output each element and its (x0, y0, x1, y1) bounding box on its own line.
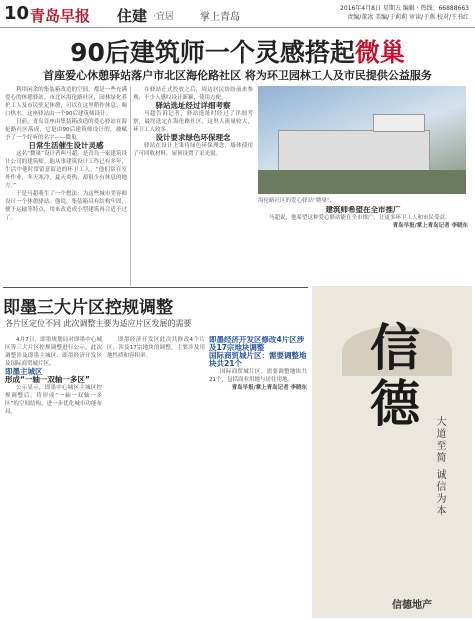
article1-para: 于是马超萌生了一个想法：为这些城市美容师设计一个休憩驿站。他说，集装箱具有结构牢固、便于运输等特点，用来改造成小型建筑再合适不过了。 (5, 191, 127, 221)
article2-para: 驿站在设计上秉持绿色环保理念，墙体使用了可回收材料，屋顶设置了采光窗。 (133, 143, 253, 157)
article3-para: 马超说，他希望这种爱心驿站能在全市推广，让更多环卫工人和市民受益。 (269, 215, 451, 221)
article2-subhead: 驿站选址经过详细考察 (155, 101, 231, 110)
article4-col2 (107, 336, 205, 616)
headline-highlight: 微巢 (354, 38, 405, 67)
ad-calligraphy: 信德 (362, 321, 421, 433)
article4-para: 国际商贸城片区，需要调整地块共21个，包括商业用地与居住用地。 (209, 369, 307, 383)
container-building (278, 130, 430, 172)
column-rule (130, 86, 131, 286)
ad-logo: 信德地产 (392, 600, 432, 611)
headline-main: 90后建筑师一个灵感搭起 (70, 38, 355, 67)
article1-para: 利用闲余的集装箱改造的空间，都是一些充满爱心的休憩驿站。市北区海伦路社区，园林绿化养护工人及市民驻足休憩，可以在这里稍作休息、喝口热水。这座驿站由一个90后建筑师设计。 (5, 87, 127, 117)
section-title: 住建 (117, 7, 148, 25)
masthead (0, 0, 475, 28)
article4-subhead-b: 形成“一轴一双轴一多区” (5, 375, 90, 384)
article2-subhead: 设计要求绿色环保理念 (155, 133, 231, 142)
article1-subhead: 日常生活催生设计灵感 (28, 141, 104, 150)
article4-byline: 青岛早报/掌上青岛记者 李晓东 (231, 385, 307, 391)
article4-headline: 即墨三大片区控规调整 (3, 298, 173, 318)
article2-para: 马超告诉记者，驿站选址时经过了详细考察，最终选定在海伦路社区，这里人流量较大，环卫工人较多。 (133, 111, 253, 133)
article4-subhead: 国际商贸城片区：需要调整地块共21个 (209, 351, 307, 368)
main-headline (0, 33, 475, 69)
article4-para: 即墨经济开发区此次共修改4个片区，涉及17宗地块的调整，主要涉及用地性质和容积率。 (107, 337, 205, 359)
rooftop-module (373, 114, 425, 132)
article4-col1 (5, 336, 102, 616)
page-number: 10 (4, 3, 30, 24)
article1-para: 日前，青岛首座由集装箱改造的爱心驿站在海伦路社区落成，它是由90后建筑师设计的，被赋予了一个好听的名字——微巢。 (5, 119, 127, 141)
article3-col (258, 206, 468, 284)
article2-col (133, 86, 253, 286)
masthead-meta (319, 4, 469, 22)
article1-col (5, 86, 127, 286)
ad-vertical-text: 大道至简 诚信为本 (434, 416, 445, 518)
article2-para: 在驿站正式投放之后，周边居民纷纷前来参观，不少人感叹设计新颖、使用方便。 (133, 87, 253, 101)
article4-subhead: 即墨经济开发区修改4片区涉及17宗地块调整 (209, 336, 305, 352)
photo-caption: 海伦路社区的爱心驿站“微巢”。 (258, 198, 336, 204)
news-photo (258, 86, 466, 194)
sub-section: ·宜居 (153, 12, 174, 22)
article4-subhead: 即墨主城区 (5, 367, 43, 376)
article4-deck: 各片区定位不同 此次调整主要为适应片区发展的需要 (5, 319, 192, 328)
meta-line-1: 2016年4月8日 星期五 编辑 · 热线：66888663 (340, 5, 469, 12)
paper-logo: 青岛早报 (30, 7, 91, 25)
advertisement (312, 286, 472, 618)
article3-byline: 青岛早报/掌上青岛记者 李晓东 (392, 223, 468, 229)
article3-subhead: 建筑师希望在全市推广 (325, 206, 401, 214)
ground (258, 170, 466, 194)
section-divider (3, 287, 308, 288)
app-label: 掌上青岛 (200, 12, 240, 23)
article4-col3 (209, 336, 307, 616)
article4-para: 公示显示，即墨中心城区主城区控规调整后，将形成“一轴一双轴一多区”的空间结构，进一步优化城市功能布局。 (5, 385, 102, 415)
meta-line-2: 责编/董冰 美编/于莉莉 审读/于燕 校对/王书红 (347, 14, 469, 21)
headline-deck: 首座爱心休憩驿站落户市北区海伦路社区 将为环卫园林工人及市民提供公益服务 (43, 69, 432, 82)
article4-para: 4月7日，即墨规划局对即墨中心城区等三大片区控规调整进行公示。此次调整涉及即墨主城区、即墨经济开发区及国际商贸城片区。 (5, 337, 102, 367)
article1-para: 这名“微巢”设计者叫马超，是青岛一家建筑设计公司的建筑师。他从事建筑设计工作已有多年，生活中他时常留意街边的环卫工人，“他们常在室外作业，冬天寒冷，夏天炎热，却很少有休息的地方。” (5, 151, 127, 189)
